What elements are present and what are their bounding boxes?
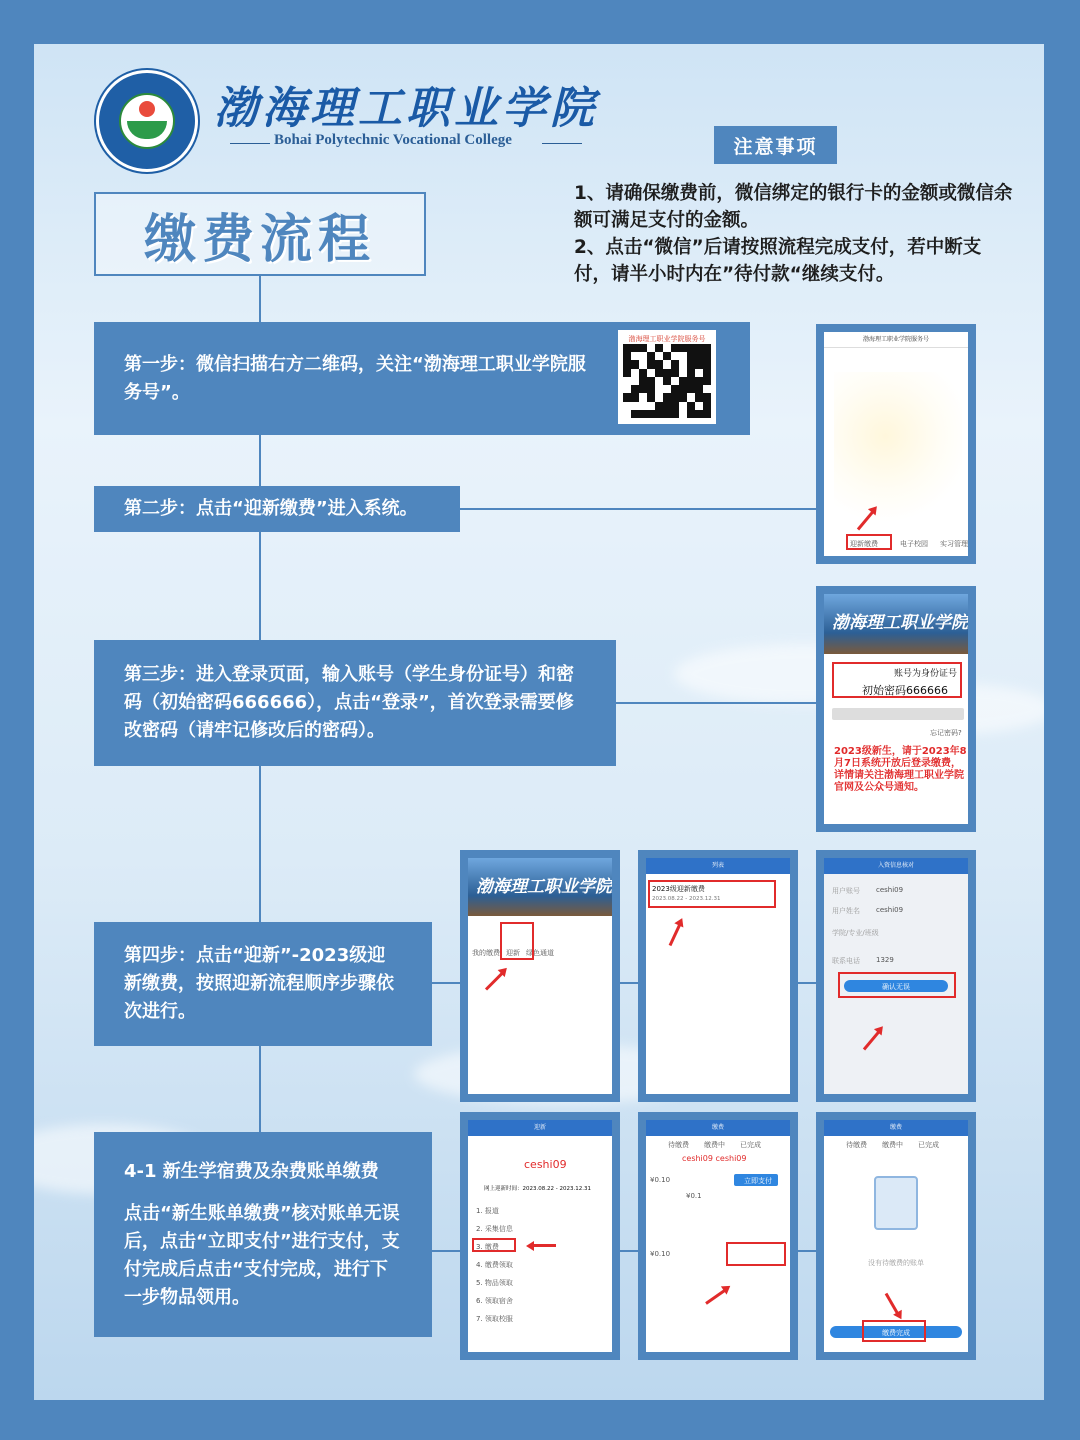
- forgot-password: 忘记密码?: [930, 729, 962, 737]
- tab: 缴费中: [882, 1141, 903, 1149]
- screenshot-login: [816, 586, 976, 832]
- qr-caption: 渤海理工职业学院服务号: [628, 335, 706, 343]
- arrow-icon: [485, 970, 506, 991]
- menu-item: 迎新缴费: [850, 540, 878, 548]
- step-3: [94, 640, 616, 766]
- screenshot-home: [460, 850, 620, 1102]
- step-2: [94, 486, 460, 532]
- step-2-text: 第二步：点击“迎新缴费”进入系统。: [124, 498, 418, 519]
- step-1-text: 第一步：微信扫描右方二维码，关注“渤海理工职业学院服务号”。: [124, 353, 586, 403]
- notice-item: 1、请确保缴费前，微信绑定的银行卡的金额或微信余额可满足支付的金额。: [574, 183, 1013, 231]
- highlight-box: [500, 922, 534, 960]
- step-4-1: [94, 1132, 432, 1337]
- field-label: 用户账号: [832, 887, 860, 895]
- fee-amount: ¥0.1: [686, 1192, 702, 1200]
- menu-item: 5. 物品领取: [476, 1279, 513, 1287]
- page-title: 缴费流程: [143, 209, 376, 270]
- college-logo: [96, 70, 198, 172]
- arrow-icon: [705, 1287, 728, 1304]
- screenshot-verify: [816, 850, 976, 1102]
- step-4: [94, 922, 432, 1046]
- flow-line: [616, 702, 819, 704]
- menu-item: 1. 报道: [476, 1207, 499, 1215]
- field-label: 用户姓名: [832, 907, 860, 915]
- arrow-icon: [530, 1244, 556, 1247]
- qr-code: [618, 330, 716, 424]
- step-4-1-text: 点击“新生账单缴费”核对账单无误后，点击“立即支付”进行支付，支付完成后点击“支付完成，进行下一步物品领用。: [124, 1202, 400, 1308]
- highlight-box: [838, 972, 956, 998]
- confirm-label: 确认无误: [882, 983, 910, 991]
- screen-title: 渤海理工职业学院服务号: [824, 332, 968, 348]
- menu-item: 4. 缴费领取: [476, 1261, 513, 1269]
- tab: 待缴费: [846, 1141, 867, 1149]
- empty-text: 没有待缴费的账单: [868, 1259, 924, 1267]
- college-name-en: Bohai Polytechnic Vocational College: [274, 132, 512, 148]
- flow-line: [459, 508, 819, 510]
- field-label: 学院/专业/班级: [832, 929, 879, 937]
- field-value: ceshi09: [876, 886, 904, 894]
- screen-title: 缴费: [824, 1120, 968, 1136]
- welcome-range: 网上迎新时间：2023.08.22 - 2023.12.31: [484, 1186, 591, 1192]
- screenshot-complete: [816, 1112, 976, 1360]
- highlight-box: [846, 534, 892, 550]
- tab: 待缴费: [668, 1141, 689, 1149]
- list-item-date: 2023.08.22 - 2023.12.31: [652, 896, 721, 902]
- background-art: [834, 372, 962, 532]
- account-hint: 账号为身份证号: [894, 669, 958, 679]
- pay-now-label: 立即支付: [744, 1177, 772, 1185]
- field-value: ceshi09: [876, 906, 904, 914]
- screenshot-service-account: [816, 324, 976, 564]
- tab: 已完成: [740, 1141, 761, 1149]
- page-title-box: [94, 192, 426, 276]
- menu-item: 实习管理: [940, 540, 968, 548]
- home-banner: [468, 858, 612, 916]
- done-label: 缴费完成: [882, 1329, 910, 1337]
- menu-item: 3. 缴费: [476, 1243, 499, 1251]
- divider: [230, 143, 270, 144]
- password-hint: 初始密码666666: [862, 684, 948, 697]
- notice-tag: 注意事项: [714, 126, 837, 164]
- menu-item: 2. 采集信息: [476, 1225, 513, 1233]
- step-4-1-title: 4-1 新生学宿费及杂费账单缴费: [124, 1160, 379, 1182]
- arrow-icon: [669, 921, 683, 946]
- step-3-text: 第三步：进入登录页面，输入账号（学生身份证号）和密码（初始密码666666），点击“登录”，首次登录需要修改密码（请牢记修改后的密码）。: [124, 664, 574, 741]
- poster: [34, 44, 1044, 1400]
- user-name: ceshi09 ceshi09: [682, 1154, 747, 1163]
- divider: [542, 143, 582, 144]
- login-banner: [824, 594, 968, 654]
- menu-item: 7. 领取校服: [476, 1315, 513, 1323]
- menu-item: 电子校园: [900, 540, 928, 548]
- screenshot-payment: [638, 1112, 798, 1360]
- icon-label: 绿色通道: [526, 949, 554, 957]
- menu-item: 6. 领取宿舍: [476, 1297, 513, 1305]
- banner-text: 渤海理工职业学院: [476, 877, 612, 897]
- highlight-box: [862, 1320, 926, 1342]
- highlight-box: [726, 1242, 786, 1266]
- notice-item: 2、点击“微信”后请按照流程完成支付，若中断支付，请半小时内在”待付款“继续支付。: [574, 237, 982, 285]
- total-amount: ¥0.10: [650, 1176, 671, 1184]
- icon-label: 我的缴费: [472, 949, 500, 957]
- login-note: 2023级新生，请于2023年8月7日系统开放后登录缴费，详情请关注渤海理工职业学院官网及公众号通知。: [834, 746, 967, 793]
- empty-illustration-icon: [874, 1176, 918, 1230]
- screen-title: 列表: [646, 858, 790, 874]
- tab: 已完成: [918, 1141, 939, 1149]
- banner-text: 渤海理工职业学院: [832, 613, 968, 633]
- tab: 缴费中: [704, 1141, 725, 1149]
- screen-title: 缴费: [646, 1120, 790, 1136]
- login-button: [832, 708, 964, 720]
- notice-text: [574, 180, 1014, 288]
- arrow-icon: [885, 1293, 901, 1317]
- screenshot-welcome: [460, 1112, 620, 1360]
- screen-title: 入资信息核对: [824, 858, 968, 874]
- field-value: 1329: [876, 956, 894, 964]
- screenshot-list: [638, 850, 798, 1102]
- sum-amount: ¥0.10: [650, 1250, 671, 1258]
- arrow-icon: [863, 1029, 882, 1051]
- field-label: 联系电话: [832, 957, 860, 965]
- icon-label: 迎新: [506, 949, 520, 957]
- step-4-text: 第四步：点击“迎新”-2023级迎新缴费，按照迎新流程顺序步骤依次进行。: [124, 945, 394, 1022]
- list-item-title: 2023级迎新缴费: [652, 885, 705, 893]
- user-name: ceshi09: [524, 1158, 567, 1171]
- college-name-cn: 渤海理工职业学院: [214, 83, 598, 134]
- screen-title: 迎新: [468, 1120, 612, 1136]
- highlight-box: [472, 1238, 516, 1252]
